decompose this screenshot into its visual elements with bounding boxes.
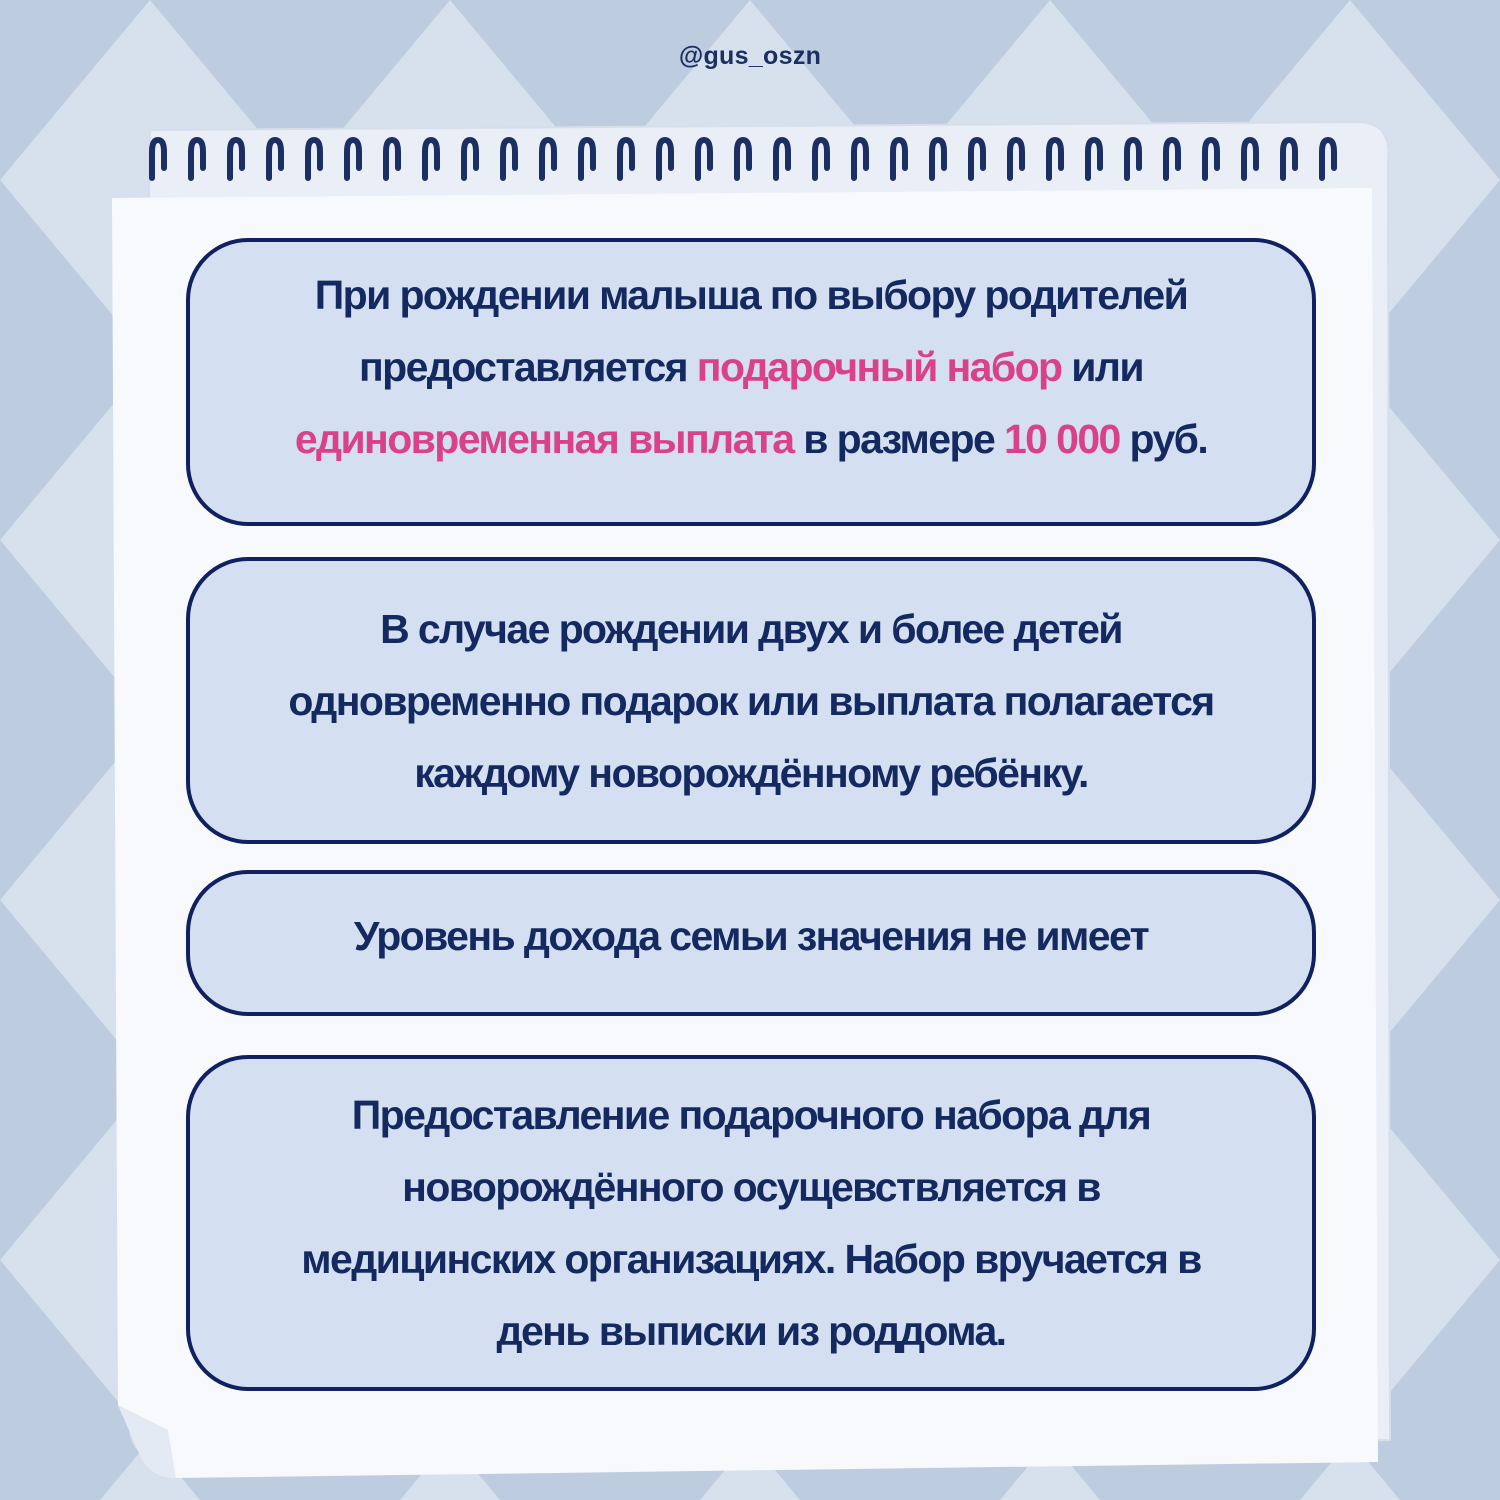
- card-line: Уровень дохода семьи значения не имеет: [353, 913, 1149, 959]
- card-line: [295, 259, 1207, 331]
- highlight-one-time-payment: единовременная выплата: [294, 416, 794, 462]
- card-line: каждому новорождённому ребёнку.: [414, 749, 1088, 796]
- text-segment: руб.: [1119, 416, 1208, 462]
- card-line: [295, 331, 1207, 403]
- highlight-amount: 10 000: [1003, 416, 1120, 462]
- card-text: [295, 259, 1207, 475]
- info-card-delivery: [186, 1055, 1316, 1391]
- info-card-gift-or-payment: [186, 238, 1316, 526]
- info-card-income: [186, 870, 1316, 1016]
- card-text: [301, 1079, 1200, 1367]
- text-segment: предоставляется: [359, 344, 697, 390]
- card-line: [295, 403, 1207, 475]
- text-segment: или: [1061, 344, 1143, 390]
- card-text: [354, 900, 1148, 972]
- card-line: новорождённого осущевствляется в: [402, 1164, 1100, 1210]
- highlight-gift-set: подарочный набор: [696, 344, 1062, 390]
- card-line: медицинских организациях. Набор вручается в: [301, 1236, 1201, 1282]
- info-card-multiple-births: [186, 557, 1316, 844]
- card-line: день выписки из роддома.: [496, 1308, 1006, 1354]
- card-text: [288, 593, 1213, 809]
- card-line: одновременно подарок или выплата полагается: [288, 677, 1214, 724]
- card-line: Предоставление подарочного набора для: [351, 1092, 1151, 1138]
- card-line: В случае рождении двух и более детей: [380, 605, 1122, 652]
- text-segment: При рождении малыша по выбору родителей: [314, 272, 1188, 318]
- account-handle: @gus_oszn: [678, 42, 822, 70]
- text-segment: в размере: [793, 416, 1004, 462]
